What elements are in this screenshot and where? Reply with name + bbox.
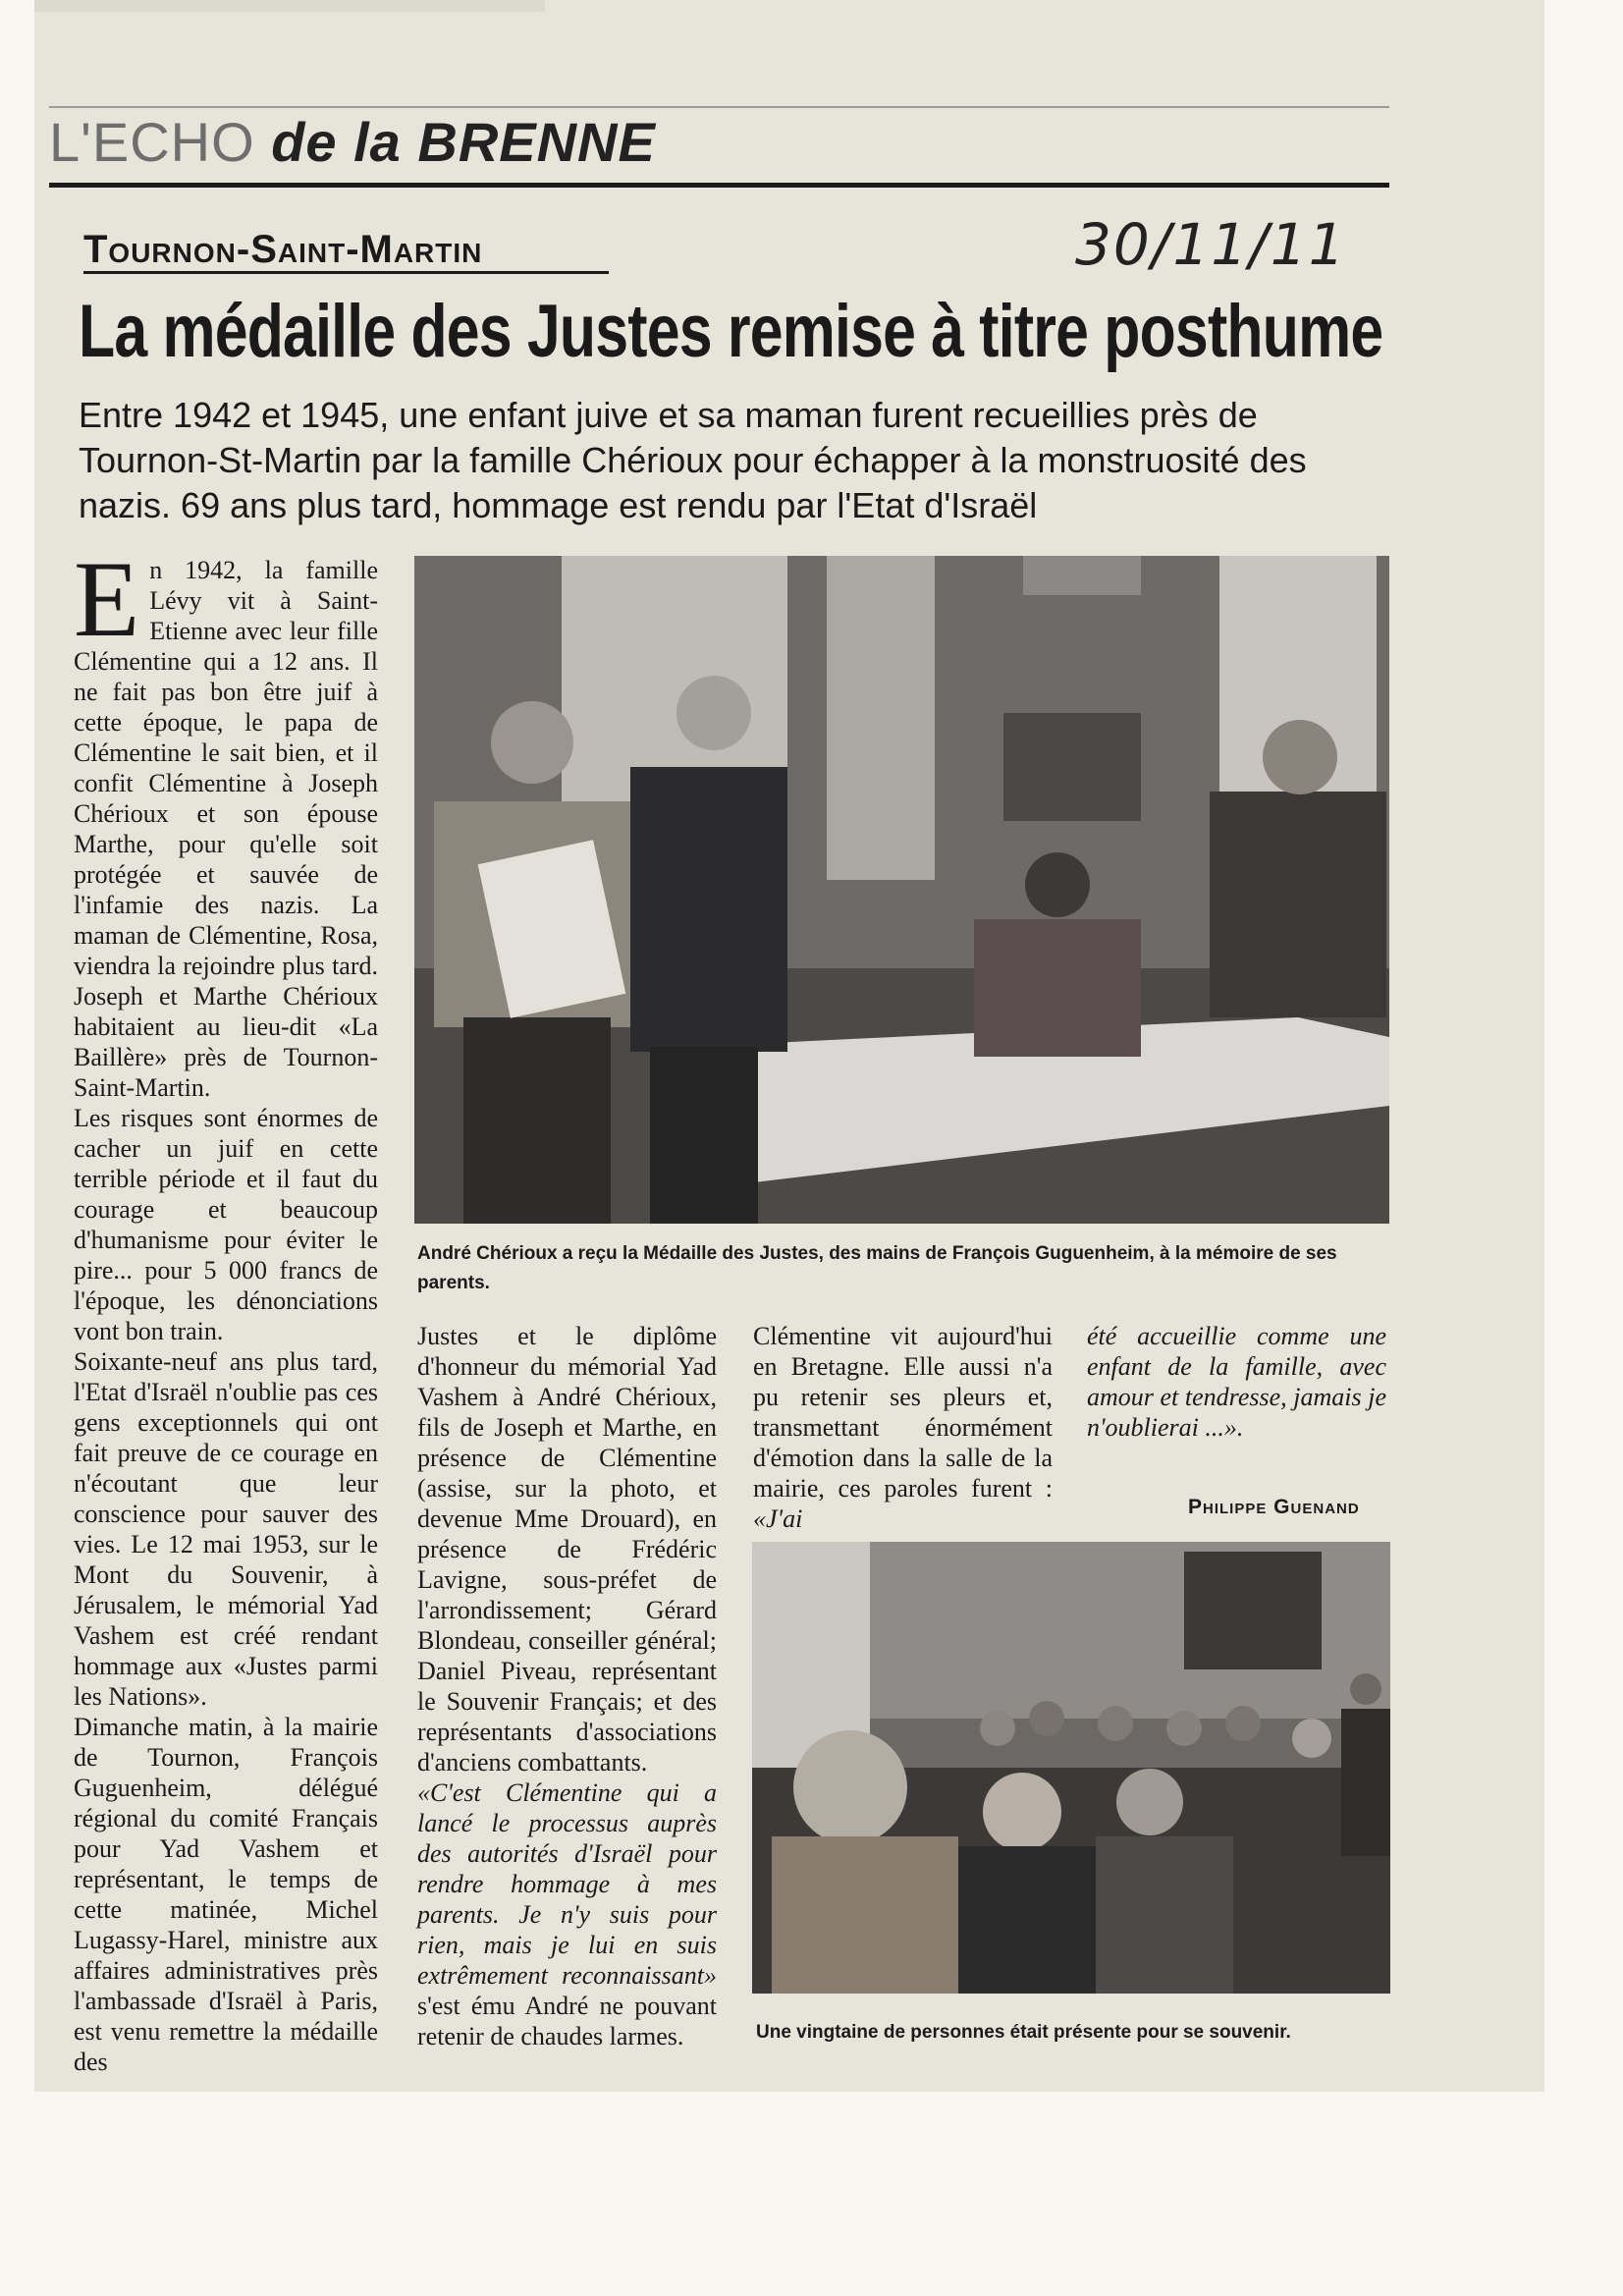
masthead-echo: L'ECHO (49, 111, 255, 173)
author-byline: Philippe Guenand (1188, 1496, 1360, 1518)
article-text: s'est ému André ne pouvant retenir de chaudes larmes. (417, 1992, 717, 2050)
headline: La médaille des Justes remise à titre posthume (79, 290, 1383, 373)
article-paragraph (753, 1321, 1053, 1534)
article-paragraph (74, 539, 378, 1103)
article-column-1 (74, 539, 378, 2077)
location-kicker: Tournon-Saint-Martin (83, 228, 483, 271)
article-quote: été accueillie comme une enfant de la famille, avec amour et tendresse, jamais je n'oublierai ...». (1087, 1322, 1386, 1442)
article-paragraph (417, 1777, 717, 2051)
masthead-brenne: de la BRENNE (254, 111, 656, 173)
ceremony-photo (414, 556, 1389, 1224)
article-quote: «C'est Clémentine qui a lancé le processus auprès des autorités d'Israël pour rendre hommage à mes parents. Je n'y suis pour rien, mais je lui en suis extrêmement reconnaissant» (417, 1778, 717, 1990)
article-paragraph: Les risques sont énormes de cacher un juif en cette terrible période et il faut du courage et beaucoup d'humanisme pour éviter le pire... pour 5 000 francs de l'époque, les dénonciations vont bon train. (74, 1104, 378, 1345)
article-column-4 (1087, 1321, 1386, 1443)
masthead (49, 108, 1389, 187)
article-column-2 (417, 1321, 717, 2051)
article-column-3 (753, 1321, 1053, 1534)
photo-caption: Une vingtaine de personnes était présente pour se souvenir. (756, 2022, 1291, 2043)
article-text: Clémentine vit aujourd'hui en Bretagne. Elle aussi n'a pu retenir ses pleurs et, transmettant énormément d'émotion dans la salle de la mairie, ces paroles furent : (753, 1322, 1053, 1503)
article-paragraph: Soixante-neuf ans plus tard, l'Etat d'Israël n'oublie pas ces gens exceptionnels qui ont fait preuve de ce courage en n'écoutant que leur conscience pour sauver des vies. Le 12 mai 1953, sur le Mont du Souvenir, à Jérusalem, le mémorial Yad Vashem est créé rendant hommage aux «Justes parmi les Nations». (74, 1347, 378, 1711)
photo-caption: André Chérioux a reçu la Médaille des Justes, des mains de François Guguenheim, à la mémoire de ses parents. (417, 1243, 1337, 1293)
masthead-bottom-rule (49, 183, 1389, 188)
article-text: n 1942, la famille Lévy vit à Saint-Etienne avec leur fille Clémentine qui a 12 ans. Il ne fait pas bon être juif à cette époque, le papa de Clémentine le sait bien, et il confit Clémentine à Joseph Chérioux et son épouse Marthe, pour qu'elle soit protégée et sauvée de l'infamie des nazis. La maman de Clémentine, Rosa, viendra la rejoindre plus tard. Joseph et Marthe Chérioux habitaient au lieu-dit «La Baillère» près de Tournon-Saint-Martin. (74, 556, 378, 1102)
handwritten-date: 30/11/11 (1075, 211, 1347, 278)
article-paragraph: Justes et le diplôme d'honneur du mémorial Yad Vashem à André Chérioux, fils de Joseph et Marthe, en présence de Clémentine (assise, sur la photo, et devenue Mme Drouard), en présence de Frédéric Lavigne, sous-préfet de l'arrondissement; Gérard Blondeau, conseiller général; Daniel Piveau, représentant le Souvenir Français; et des représentants d'associations d'anciens combattants. (417, 1322, 717, 1777)
dropcap: E (74, 539, 140, 659)
article-quote: «J'ai (753, 1504, 803, 1533)
article-paragraph: Dimanche matin, à la mairie de Tournon, François Guguenheim, délégué régional du comité Français pour Yad Vashem et représentant, le temps de cette matinée, Michel Lugassy-Harel, ministre aux affaires administratives près l'ambassade d'Israël à Paris, est venu remettre la médaille des (74, 1713, 378, 2076)
masthead-title (49, 108, 656, 177)
deck-subheading: Entre 1942 et 1945, une enfant juive et sa maman furent recueillies près de Tournon-St-Martin par la famille Chérioux pour échapper à la monstruosité des nazis. 69 ans plus tard, hommage est rendu par l'Etat d'Israël (79, 395, 1307, 525)
kicker-underline (83, 271, 609, 274)
audience-photo (752, 1542, 1390, 1994)
paper-edge (34, 0, 545, 12)
